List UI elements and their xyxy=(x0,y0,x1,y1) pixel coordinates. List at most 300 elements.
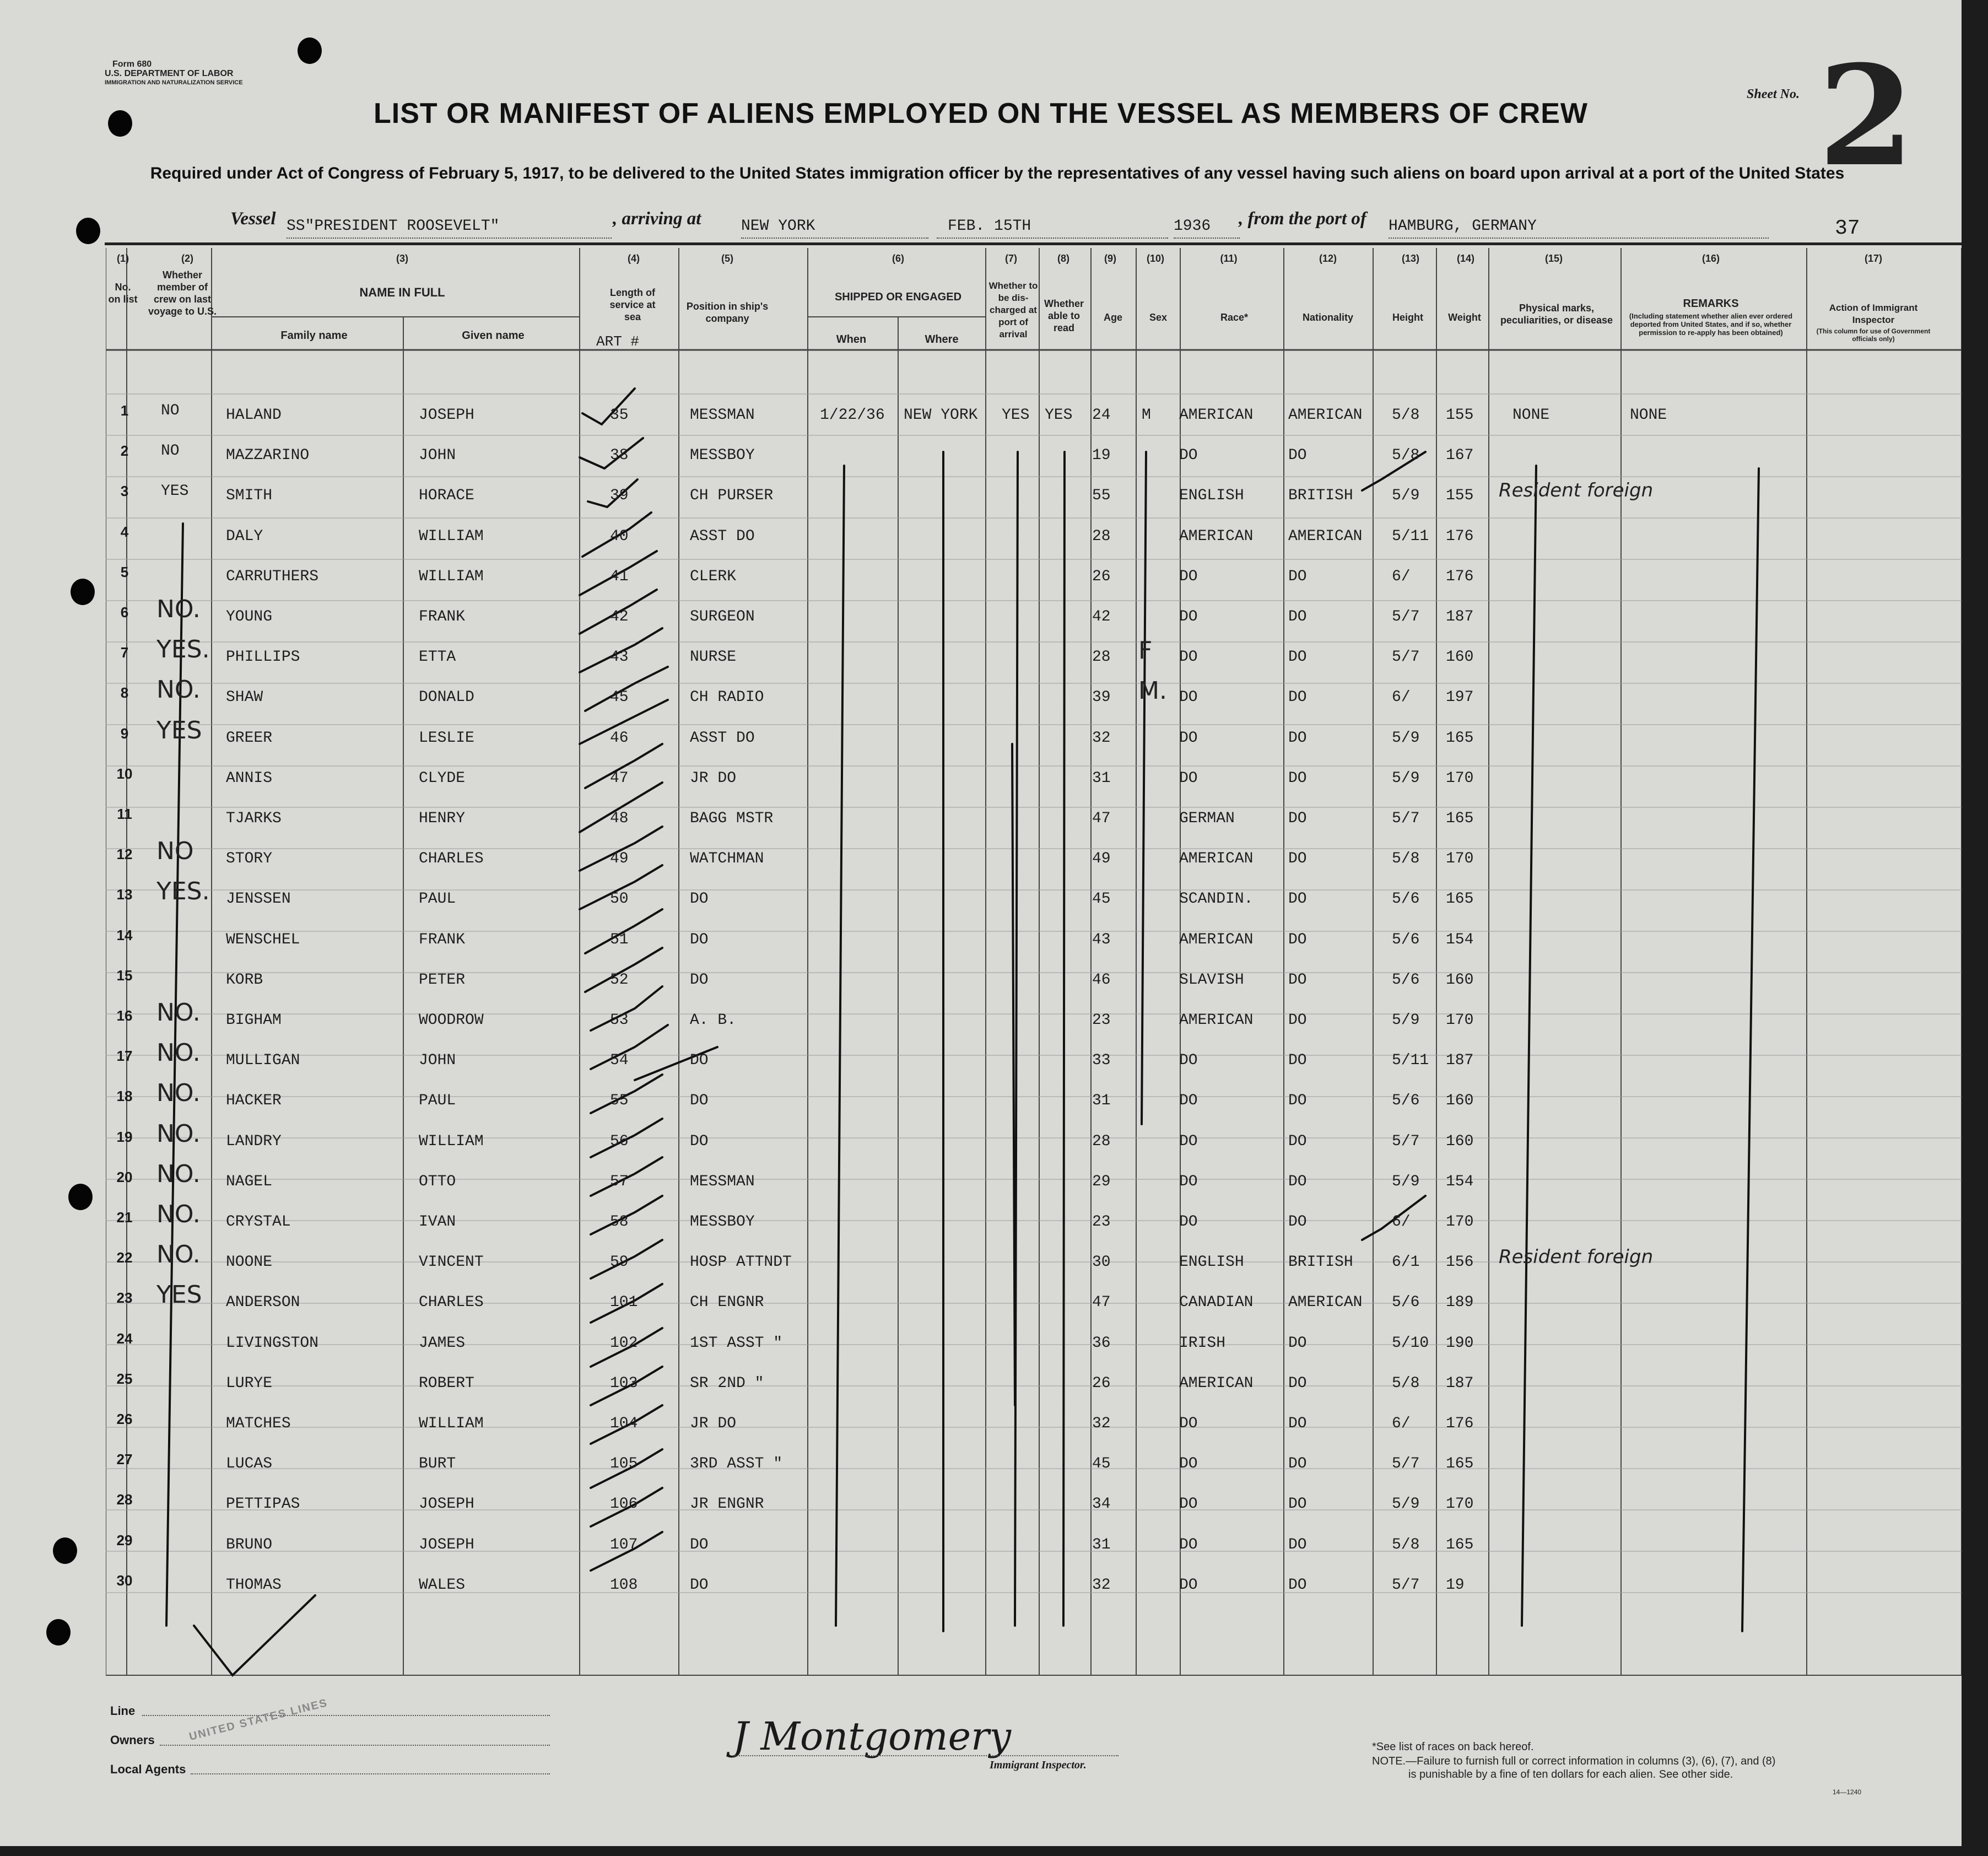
cell-age: 29 xyxy=(1092,1173,1111,1190)
cell-family: ANNIS xyxy=(226,769,273,787)
cell-given: PAUL xyxy=(419,891,456,908)
cell-age: 30 xyxy=(1092,1254,1111,1271)
cell-family: HACKER xyxy=(226,1092,282,1110)
col6-header: SHIPPED OR ENGAGED xyxy=(834,291,962,303)
cell-age: 19 xyxy=(1092,447,1111,465)
when-header: When xyxy=(836,333,867,346)
cell-race: DO xyxy=(1179,649,1198,666)
form-number: Form 680 xyxy=(112,60,152,69)
col2-header: Whether member of crew on last voyage to U.S. xyxy=(148,269,217,317)
cell-wt: 154 xyxy=(1446,1173,1474,1190)
previous-voyage: NO xyxy=(161,402,180,419)
row-number: 6 xyxy=(120,604,129,621)
line-label: Line xyxy=(110,1704,136,1718)
cell-svc: 41 xyxy=(610,568,629,585)
cell-pos: MESSMAN xyxy=(690,1173,755,1190)
cell-svc: 57 xyxy=(610,1173,629,1190)
cell-svc: 39 xyxy=(610,487,629,505)
cell-nat: DO xyxy=(1288,810,1307,827)
cell-given: HENRY xyxy=(419,810,466,827)
row-number: 21 xyxy=(116,1209,133,1226)
cell-race: DO xyxy=(1179,608,1198,625)
cell-age: 28 xyxy=(1092,527,1111,545)
cell-wt: 189 xyxy=(1446,1294,1474,1312)
art-number-note: ART # xyxy=(596,333,640,350)
cell-pos: CH ENGNR xyxy=(690,1294,764,1312)
cell-ht: 5/6 xyxy=(1392,931,1420,948)
cell-nat: AMERICAN xyxy=(1288,407,1363,424)
cell-given: JOSEPH xyxy=(419,407,474,424)
cell-svc: 43 xyxy=(610,649,629,666)
cell-family: DALY xyxy=(226,527,263,545)
cell-race: DO xyxy=(1179,447,1198,465)
cell-age: 36 xyxy=(1092,1334,1111,1352)
cell-svc: 104 xyxy=(610,1415,638,1432)
previous-voyage-handwritten: NO. xyxy=(156,1039,201,1067)
cell-race: AMERICAN xyxy=(1179,850,1254,868)
inspector-label: Immigrant Inspector. xyxy=(990,1759,1087,1771)
row-number: 19 xyxy=(116,1128,133,1145)
manifest-subtitle: Required under Act of Congress of February 5, 1917, to be delivered to the United States immigration officer by the representatives of any vessel having such aliens on board upon arrival at a port of the United States xyxy=(150,164,1845,182)
cell-given: IVAN xyxy=(419,1213,456,1231)
cell-ht: 5/9 xyxy=(1392,729,1420,747)
inspector-signature: J Montgomery xyxy=(733,1714,1012,1759)
row-number: 24 xyxy=(116,1330,133,1347)
cell-family: LURYE xyxy=(226,1374,273,1392)
cell-wt: 170 xyxy=(1446,769,1474,787)
cell-nat: DO xyxy=(1288,1052,1307,1070)
cell-nat: DO xyxy=(1288,1576,1307,1594)
cell-race: DO xyxy=(1179,1132,1198,1150)
cell-race: DO xyxy=(1179,769,1198,787)
cell-svc: 40 xyxy=(610,527,629,545)
cell-ht: 5/8 xyxy=(1392,1374,1420,1392)
cell-family: STORY xyxy=(226,850,273,868)
cell-wt: 160 xyxy=(1446,1092,1474,1110)
cell-given: VINCENT xyxy=(419,1254,484,1271)
cell-svc: 102 xyxy=(610,1334,638,1352)
cell-ht: 5/6 xyxy=(1392,1092,1420,1110)
cell-given: WOODROW xyxy=(419,1012,484,1029)
previous-voyage-handwritten: YES xyxy=(156,716,202,744)
cell-wt: 187 xyxy=(1446,1374,1474,1392)
service-name: IMMIGRATION AND NATURALIZATION SERVICE xyxy=(105,79,243,86)
cell-nat: DO xyxy=(1288,971,1307,989)
arrival-year: 1936 xyxy=(1174,218,1240,239)
col8-header: Whether able to read xyxy=(1044,298,1084,333)
cell-svc: 54 xyxy=(610,1052,629,1070)
cell-race: AMERICAN xyxy=(1179,1012,1254,1029)
cell-nat: DO xyxy=(1288,769,1307,787)
department-name: U.S. DEPARTMENT OF LABOR xyxy=(105,69,234,78)
cell-nat: DO xyxy=(1288,1455,1307,1473)
col17-number: (17) xyxy=(1864,253,1882,264)
cell-given: LESLIE xyxy=(419,729,474,747)
cell-wt: 165 xyxy=(1446,810,1474,827)
cell-wt: 160 xyxy=(1446,1132,1474,1150)
cell-given: CLYDE xyxy=(419,769,466,787)
cell-age: 47 xyxy=(1092,810,1111,827)
cell-race: DO xyxy=(1179,1496,1198,1513)
punch-hole xyxy=(46,1619,71,1645)
cell-wt: 176 xyxy=(1446,1415,1474,1432)
cell-svc: 55 xyxy=(610,1092,629,1110)
cell-pos: DO xyxy=(690,1536,709,1553)
cell-wt: 190 xyxy=(1446,1334,1474,1352)
previous-voyage-handwritten: NO. xyxy=(156,1079,201,1108)
cell-ht: 5/9 xyxy=(1392,1173,1420,1190)
cell-wt: 176 xyxy=(1446,527,1474,545)
cell-given: WILLIAM xyxy=(419,568,484,585)
cell-svc: 47 xyxy=(610,769,629,787)
header-separator xyxy=(105,242,1962,245)
previous-voyage-handwritten: NO. xyxy=(156,1200,201,1228)
col17-subheader: (This column for use of Government officials only) xyxy=(1816,327,1931,343)
owners-field xyxy=(160,1745,550,1746)
agents-field xyxy=(191,1773,550,1774)
cell-ht: 5/11 xyxy=(1392,527,1429,545)
owners-label: Owners xyxy=(110,1733,155,1747)
sheet-label: Sheet No. xyxy=(1747,87,1800,101)
cell-ht: 5/8 xyxy=(1392,850,1420,868)
cell-svc: 52 xyxy=(610,971,629,989)
row-number: 23 xyxy=(116,1290,133,1307)
cell-family: MAZZARINO xyxy=(226,447,310,465)
cell-race: DO xyxy=(1179,1576,1198,1594)
remarks-handwritten: Resident foreign xyxy=(1499,1246,1654,1269)
cell-family: LANDRY xyxy=(226,1132,282,1150)
cell-pos: MESSMAN xyxy=(690,407,755,424)
row-number: 15 xyxy=(116,967,133,984)
cell-family: BIGHAM xyxy=(226,1012,282,1029)
cell-ht: 5/9 xyxy=(1392,1496,1420,1513)
cell-given: JOHN xyxy=(419,1052,456,1070)
cell-ht: 5/8 xyxy=(1392,447,1420,465)
cell-nat: DO xyxy=(1288,1173,1307,1190)
cell-given: WALES xyxy=(419,1576,466,1594)
cell-family: KORB xyxy=(226,971,263,989)
cell-ht: 5/6 xyxy=(1392,891,1420,908)
cell-given: WILLIAM xyxy=(419,1132,484,1150)
where-header: Where xyxy=(925,333,959,346)
cell-nat: DO xyxy=(1288,1496,1307,1513)
cell-nat: BRITISH xyxy=(1288,487,1353,505)
punch-hole xyxy=(71,579,95,605)
row-number: 2 xyxy=(120,443,129,460)
row-number: 20 xyxy=(116,1168,133,1185)
manifest-table-grid xyxy=(106,248,1962,1681)
col3-number: (3) xyxy=(396,253,408,264)
penalty-note: NOTE.—Failure to furnish full or correct information in columns (3), (6), (7), and (8) xyxy=(1372,1755,1776,1767)
col7-number: (7) xyxy=(1005,253,1017,264)
row-number: 3 xyxy=(120,483,129,500)
cell-pos: DO xyxy=(690,1092,709,1110)
cell-family: NOONE xyxy=(226,1254,273,1271)
cell-svc: 48 xyxy=(610,810,629,827)
cell-ht: 5/7 xyxy=(1392,810,1420,827)
cell-wt: 187 xyxy=(1446,608,1474,625)
cell-svc: 49 xyxy=(610,850,629,868)
cell-pos: SR 2ND " xyxy=(690,1374,764,1392)
cell-nat: DO xyxy=(1288,931,1307,948)
cell-given: PETER xyxy=(419,971,466,989)
col4-header: Length of service at sea xyxy=(609,287,656,322)
cell-race: DO xyxy=(1179,1455,1198,1473)
cell-family: TJARKS xyxy=(226,810,282,827)
cell-race: DO xyxy=(1179,729,1198,747)
cell-age: 28 xyxy=(1092,649,1111,666)
cell-age: 33 xyxy=(1092,1052,1111,1070)
cell-pos: 3RD ASST " xyxy=(690,1455,783,1473)
cell-race: AMERICAN xyxy=(1179,931,1254,948)
cell-family: BRUNO xyxy=(226,1536,273,1553)
cell-pos: JR ENGNR xyxy=(690,1496,764,1513)
cell-given: JOHN xyxy=(419,447,456,465)
cell-nat: DO xyxy=(1288,891,1307,908)
row-number: 16 xyxy=(116,1007,133,1024)
cell-nat: DO xyxy=(1288,1213,1307,1231)
cell-nat: DO xyxy=(1288,1132,1307,1150)
cell-family: PETTIPAS xyxy=(226,1496,300,1513)
col5-number: (5) xyxy=(721,253,733,264)
previous-voyage-handwritten: NO. xyxy=(156,1119,201,1148)
races-note: *See list of races on back hereof. xyxy=(1372,1741,1534,1753)
cell-family: LIVINGSTON xyxy=(226,1334,319,1352)
arriving-label: , arriving at xyxy=(613,209,701,229)
cell-svc: 38 xyxy=(610,447,629,465)
cell-pos: CH RADIO xyxy=(690,689,764,706)
cell-pos: SURGEON xyxy=(690,608,755,625)
cell-nat: DO xyxy=(1288,689,1307,706)
previous-voyage-handwritten: YES. xyxy=(156,635,210,664)
cell-family: CRYSTAL xyxy=(226,1213,291,1231)
cell-wt: 170 xyxy=(1446,850,1474,868)
remarks-handwritten: Resident foreign xyxy=(1499,479,1654,502)
manifest-title: LIST OR MANIFEST OF ALIENS EMPLOYED ON THE VESSEL AS MEMBERS OF CREW xyxy=(374,98,1588,130)
cell-nat: AMERICAN xyxy=(1288,527,1363,545)
previous-voyage-handwritten: YES xyxy=(156,1281,202,1309)
cell-svc: 45 xyxy=(610,689,629,706)
cell-nat: AMERICAN xyxy=(1288,1294,1363,1312)
cell-pos: DO xyxy=(690,931,709,948)
cell-race: DO xyxy=(1179,1173,1198,1190)
cell-when: 1/22/36 xyxy=(820,407,885,424)
cell-ht: 5/9 xyxy=(1392,487,1420,505)
cell-nat: BRITISH xyxy=(1288,1254,1353,1271)
sex-handwritten: F xyxy=(1138,636,1153,665)
cell-pos: DO xyxy=(690,891,709,908)
cell-family: SHAW xyxy=(226,689,263,706)
cell-age: 55 xyxy=(1092,487,1111,505)
cell-age: 32 xyxy=(1092,729,1111,747)
cell-age: 24 xyxy=(1092,407,1111,424)
cell-given: FRANK xyxy=(419,931,466,948)
cell-given: FRANK xyxy=(419,608,466,625)
col11-header: Race* xyxy=(1220,312,1249,323)
col17-header: Action of Immigrant Inspector xyxy=(1829,303,1918,325)
cell-wt: 165 xyxy=(1446,729,1474,747)
cell-nat: DO xyxy=(1288,729,1307,747)
cell-age: 45 xyxy=(1092,891,1111,908)
cell-pos: HOSP ATTNDT xyxy=(690,1254,792,1271)
cell-given: JAMES xyxy=(419,1334,466,1352)
cell-race: ENGLISH xyxy=(1179,487,1244,505)
cell-ht: 5/7 xyxy=(1392,1455,1420,1473)
cell-age: 46 xyxy=(1092,971,1111,989)
cell-family: ANDERSON xyxy=(226,1294,300,1312)
col15-number: (15) xyxy=(1544,253,1563,264)
cell-race: DO xyxy=(1179,1092,1198,1110)
arrival-date: FEB. 15TH xyxy=(937,218,1168,239)
cell-svc: 35 xyxy=(610,407,629,424)
cell-race: IRISH xyxy=(1179,1334,1226,1352)
row-number: 17 xyxy=(116,1048,133,1065)
cell-wt: 160 xyxy=(1446,971,1474,989)
cell-marks: NONE xyxy=(1512,407,1550,424)
cell-family: MULLIGAN xyxy=(226,1052,300,1070)
penalty-note-cont: is punishable by a fine of ten dollars for each alien. See other side. xyxy=(1408,1768,1733,1781)
row-number: 14 xyxy=(116,926,133,943)
cell-ht: 6/ xyxy=(1392,568,1411,585)
given-name-header: Given name xyxy=(462,330,525,342)
cell-ht: 5/8 xyxy=(1392,407,1420,424)
sheet-number: 2 xyxy=(1818,35,1914,197)
cell-svc: 42 xyxy=(610,608,629,625)
cell-ht: 5/7 xyxy=(1392,1576,1420,1594)
cell-disch: YES xyxy=(1002,407,1030,424)
cell-svc: 53 xyxy=(610,1012,629,1029)
cell-family: JENSSEN xyxy=(226,891,291,908)
col8-number: (8) xyxy=(1057,253,1069,264)
cell-given: JOSEPH xyxy=(419,1496,474,1513)
cell-nat: DO xyxy=(1288,1374,1307,1392)
cell-read: YES xyxy=(1045,407,1073,424)
punch-hole xyxy=(76,218,100,244)
cell-age: 23 xyxy=(1092,1213,1111,1231)
form-code: 14—1240 xyxy=(1833,1788,1862,1796)
cell-given: HORACE xyxy=(419,487,474,505)
cell-age: 32 xyxy=(1092,1415,1111,1432)
cell-race: CANADIAN xyxy=(1179,1294,1254,1312)
punch-hole xyxy=(298,37,322,64)
family-name-header: Family name xyxy=(280,330,348,342)
cell-svc: 51 xyxy=(610,931,629,948)
cell-ht: 5/6 xyxy=(1392,1294,1420,1312)
cell-pos: DO xyxy=(690,1132,709,1150)
cell-nat: DO xyxy=(1288,1012,1307,1029)
row-number: 11 xyxy=(117,806,132,822)
cell-svc: 103 xyxy=(610,1374,638,1392)
cell-nat: DO xyxy=(1288,1536,1307,1553)
vessel-name: SS"PRESIDENT ROOSEVELT" xyxy=(287,218,612,239)
cell-wt: 197 xyxy=(1446,689,1474,706)
previous-voyage-handwritten: NO. xyxy=(156,1159,201,1188)
cell-given: WILLIAM xyxy=(419,527,484,545)
cell-age: 31 xyxy=(1092,769,1111,787)
cell-race: AMERICAN xyxy=(1179,1374,1254,1392)
cell-svc: 106 xyxy=(610,1496,638,1513)
col16-number: (16) xyxy=(1701,253,1720,264)
cell-race: DO xyxy=(1179,568,1198,585)
cell-pos: A. B. xyxy=(690,1012,737,1029)
col16-header: REMARKS xyxy=(1683,298,1739,310)
cell-ht: 6/1 xyxy=(1392,1254,1420,1271)
row-number: 8 xyxy=(120,684,129,702)
cell-given: DONALD xyxy=(419,689,474,706)
cell-given: CHARLES xyxy=(419,1294,484,1312)
cell-remarks: NONE xyxy=(1630,407,1667,424)
cell-family: NAGEL xyxy=(226,1173,273,1190)
cell-ht: 5/11 xyxy=(1392,1052,1429,1070)
col10-number: (10) xyxy=(1146,253,1164,264)
cell-pos: JR DO xyxy=(690,1415,737,1432)
cell-ht: 5/8 xyxy=(1392,1536,1420,1553)
cell-race: DO xyxy=(1179,1052,1198,1070)
cell-pos: DO xyxy=(690,1052,709,1070)
cell-wt: 170 xyxy=(1446,1496,1474,1513)
cell-race: ENGLISH xyxy=(1179,1254,1244,1271)
cell-given: ETTA xyxy=(419,649,456,666)
cell-svc: 107 xyxy=(610,1536,638,1553)
col3-header: NAME IN FULL xyxy=(359,285,445,299)
row-number: 1 xyxy=(120,402,129,419)
cell-age: 23 xyxy=(1092,1012,1111,1029)
cell-race: DO xyxy=(1179,1536,1198,1553)
cell-nat: DO xyxy=(1288,568,1307,585)
previous-voyage-handwritten: NO. xyxy=(156,1240,201,1269)
previous-voyage-handwritten: NO. xyxy=(156,999,201,1027)
col4-number: (4) xyxy=(628,253,640,264)
line-stamp: UNITED STATES LINES xyxy=(188,1697,329,1743)
cell-wt: 155 xyxy=(1446,407,1474,424)
col9-header: Age xyxy=(1103,312,1122,323)
cell-pos: JR DO xyxy=(690,769,737,787)
row-number: 4 xyxy=(120,523,129,540)
cell-ht: 5/10 xyxy=(1392,1334,1429,1352)
cell-sex: M xyxy=(1142,407,1151,424)
previous-voyage-handwritten: NO. xyxy=(156,676,201,704)
cell-age: 45 xyxy=(1092,1455,1111,1473)
cell-nat: DO xyxy=(1288,850,1307,868)
cell-family: CARRUTHERS xyxy=(226,568,319,585)
cell-nat: DO xyxy=(1288,1092,1307,1110)
cell-nat: DO xyxy=(1288,1334,1307,1352)
cell-family: GREER xyxy=(226,729,273,747)
col5-header: Position in ship's company xyxy=(686,301,769,324)
col16-subheader: (Including statement whether alien ever ordered deported from United States, and if so, whether permission to re-apply has been obtained) xyxy=(1629,312,1793,337)
vessel-label: Vessel xyxy=(230,209,276,229)
cell-pos: BAGG MSTR xyxy=(690,810,774,827)
cell-family: YOUNG xyxy=(226,608,273,625)
cell-age: 49 xyxy=(1092,850,1111,868)
row-number: 29 xyxy=(116,1531,133,1549)
cell-ht: 6/ xyxy=(1392,1213,1411,1231)
cell-wt: 170 xyxy=(1446,1012,1474,1029)
row-number: 10 xyxy=(116,765,133,782)
cell-family: LUCAS xyxy=(226,1455,273,1473)
cell-given: ROBERT xyxy=(419,1374,474,1392)
row-number: 18 xyxy=(116,1088,133,1105)
cell-svc: 108 xyxy=(610,1576,638,1594)
cell-age: 47 xyxy=(1092,1294,1111,1312)
cell-pos: MESSBOY xyxy=(690,1213,755,1231)
cell-wt: 155 xyxy=(1446,487,1474,505)
cell-svc: 59 xyxy=(610,1254,629,1271)
cell-nat: DO xyxy=(1288,608,1307,625)
cell-pos: DO xyxy=(690,971,709,989)
col15-header: Physical marks, peculiarities, or disease xyxy=(1500,303,1613,326)
cell-given: WILLIAM xyxy=(419,1415,484,1432)
